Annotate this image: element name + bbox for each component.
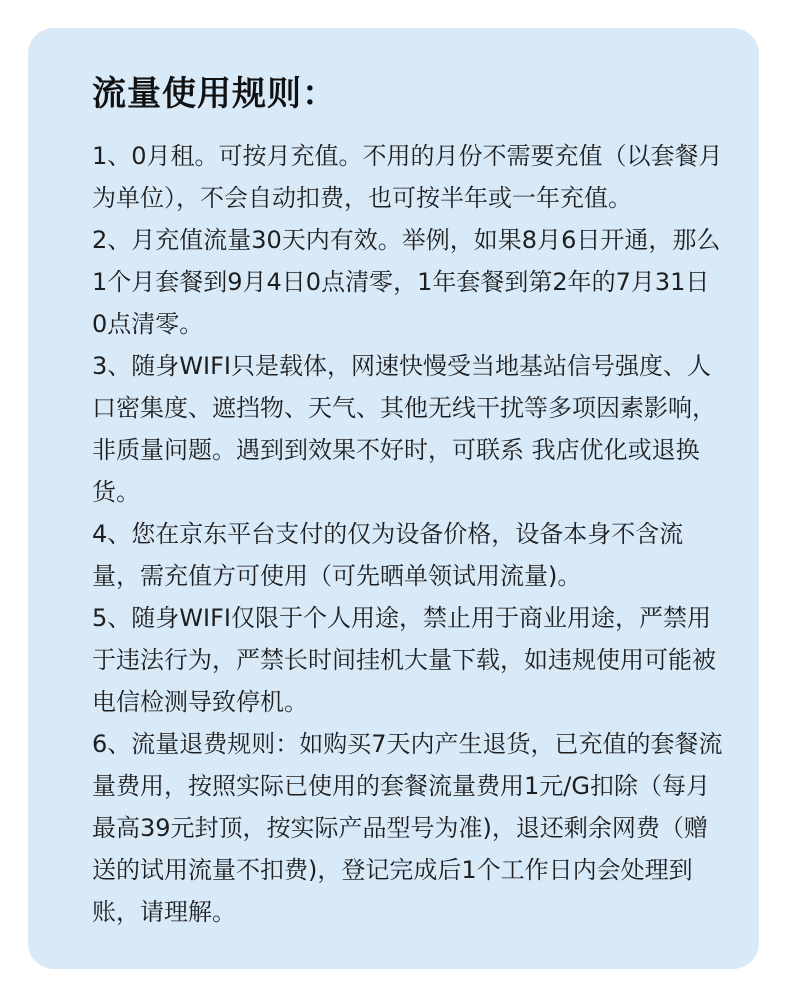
rules-list xyxy=(92,135,724,933)
rules-title: 流量使用规则： xyxy=(92,74,337,114)
rule-item-1: 1、0月租。可按月充值。不用的月份不需要充值（以套餐月为单位），不会自动扣费，也可按半年或一年充值。 xyxy=(92,142,723,212)
rule-item-4: 4、您在京东平台支付的仅为设备价格，设备本身不含流量，需充值方可使用（可先晒单领试用流量)。 xyxy=(92,520,684,590)
rule-item-2: 2、月充值流量30天内有效。举例，如果8月6日开通，那么1个月套餐到9月4日0点清零，1年套餐到第2年的7月31日0点清零。 xyxy=(92,226,721,338)
rules-card xyxy=(28,28,759,969)
rule-item-5: 5、随身WIFI仅限于个人用途，禁止用于商业用途，严禁用于违法行为，严禁长时间挂机大量下载，如违规使用可能被电信检测导致停机。 xyxy=(92,604,716,716)
rule-item-6: 6、流量退费规则：如购买7天内产生退货，已充值的套餐流量费用，按照实际已使用的套餐流量费用1元/G扣除（每月最高39元封顶，按实际产品型号为准)，退还剩余网费（赠送的试用流量不扣费)，登记完成后1个工作日内会处理到账，请理解。 xyxy=(92,730,723,926)
rule-item-3: 3、随身WIFI只是载体，网速快慢受当地基站信号强度、人口密集度、遮挡物、天气、其他无线干扰等多项因素影响，非质量问题。遇到到效果不好时，可联系 我店优化或退换货。 xyxy=(92,352,716,506)
